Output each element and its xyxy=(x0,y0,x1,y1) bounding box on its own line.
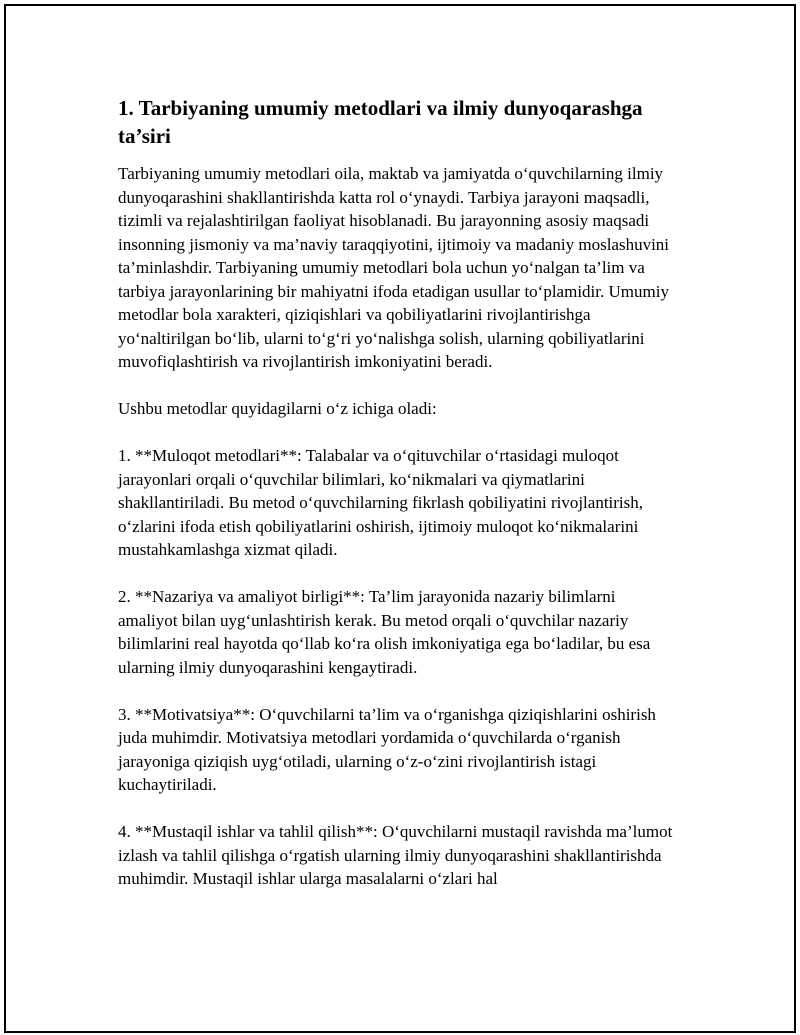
document-body xyxy=(118,94,678,914)
paragraph-item-4: 4. **Mustaqil ishlar va tahlil qilish**: O‘quvchilarni mustaqil ravishda ma’lumot izlash va tahlil qilishga o‘rgatish ularning ilmiy dunyoqarashini shakllantirishda muhimdir. Mustaqil ishlar ularga masalalarni o‘zlari hal xyxy=(118,822,673,888)
paragraph-list-intro: Ushbu metodlar quyidagilarni o‘z ichiga oladi: xyxy=(118,399,437,418)
paragraph-item-2: 2. **Nazariya va amaliyot birligi**: Ta’lim jarayonida nazariy bilimlarni amaliyot bilan uyg‘unlashtirish kerak. Bu metod orqali o‘quvchilar nazariy bilimlarini real hayotda qo‘llab ko‘ra olish imkoniyatiga ega bo‘ladilar, bu esa ularning ilmiy dunyoqarashini kengaytiradi. xyxy=(118,587,651,677)
paragraph-intro: Tarbiyaning umumiy metodlari oila, maktab va jamiyatda o‘quvchilarning ilmiy dunyoqarashini shakllantirishda katta rol o‘ynaydi. Tarbiya jarayoni maqsadli, tizimli va rejalashtirilgan faoliyat hisoblanadi. Bu jarayonning asosiy maqsadi insonning jismoniy va ma’naviy taraqqiyotini, ijtimoiy va madaniy moslashuvini ta’minlashdir. Tarbiyaning umumiy metodlari bola uchun yo‘nalgan ta’lim va tarbiya jarayonlarining bir mahiyatni ifoda etadigan usullar to‘plamidir. Umumiy metodlar bola xarakteri, qiziqishlari va qobiliyatlarini rivojlantirishga yo‘naltirilgan bo‘lib, ularni to‘g‘ri yo‘nalishga solish, ularning qobiliyatlarini muvofiqlashtirish va rivojlantirish imkoniyatini beradi. xyxy=(118,164,670,371)
paragraph-item-3: 3. **Motivatsiya**: O‘quvchilarni ta’lim va o‘rganishga qiziqishlarini oshirish juda muhimdir. Motivatsiya metodlari yordamida o‘quvchilarda o‘rganish jarayoniga qiziqish uyg‘otiladi, ularning o‘z-o‘zini rivojlantirish istagi kuchaytiriladi. xyxy=(118,704,656,794)
section-heading: 1. Tarbiyaning umumiy metodlari va ilmiy dunyoqarashga ta’siri xyxy=(118,96,643,148)
paragraph-item-1: 1. **Muloqot metodlari**: Talabalar va o‘qituvchilar o‘rtasidagi muloqot jarayonlari orqali o‘quvchilar bilimlari, ko‘nikmalari va qiymatlarini shakllantiriladi. Bu metod o‘quvchilarning fikrlash qobiliyatini rivojlantirish, o‘zlarini ifoda etish qobiliyatlarini oshirish, ijtimoiy muloqot ko‘nikmalarini mustahkamlashga xizmat qiladi. xyxy=(118,446,644,559)
